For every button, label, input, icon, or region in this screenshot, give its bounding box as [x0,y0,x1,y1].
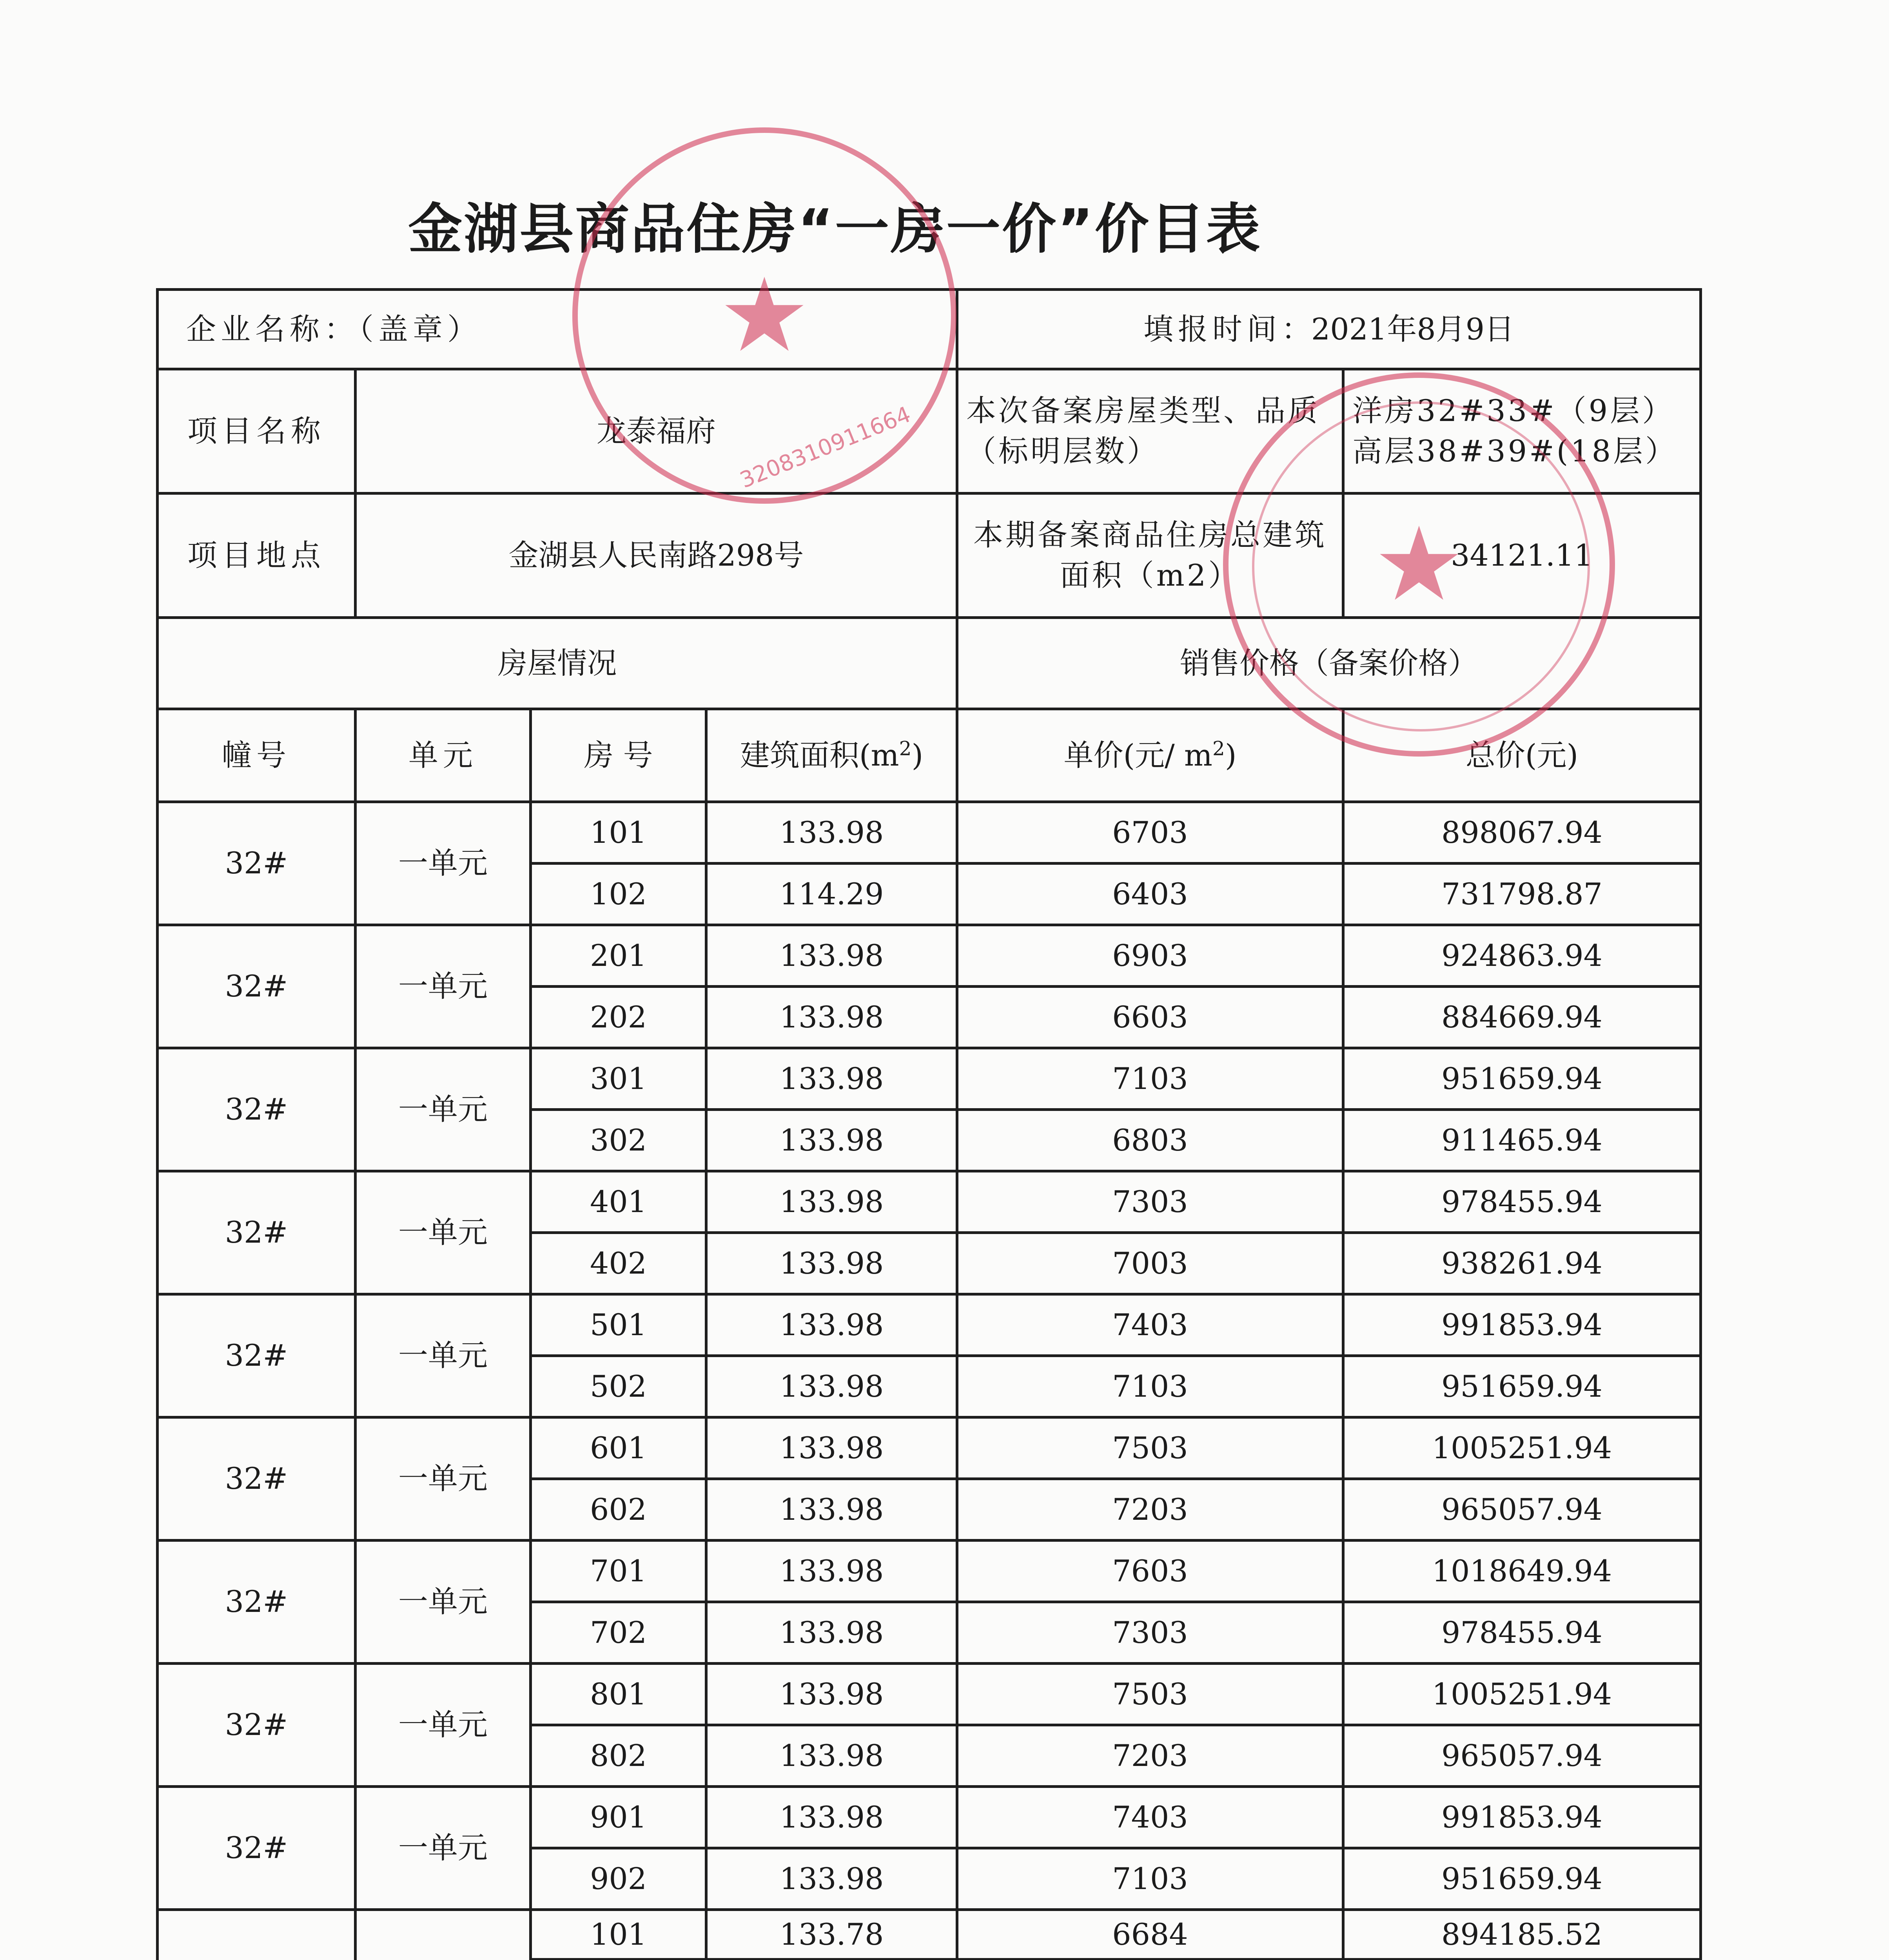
building-cell: 32# [158,1664,356,1787]
header-room: 房 号 [531,709,706,802]
room-cell: 101 [531,1910,706,1960]
room-cell: 802 [531,1725,706,1787]
total-price-cell: 1018649.94 [1343,1541,1701,1602]
address-label: 项目地点 [158,494,356,618]
company-label: 企业名称：（盖章） [158,290,957,369]
building-cell: 32# [158,1417,356,1541]
header-unit-price: 单价(元/ $m^2$) [957,709,1343,802]
area-cell: 133.98 [706,1787,957,1848]
room-cell: 202 [531,987,706,1048]
area-cell: 133.98 [706,1356,957,1417]
unit-cell: 一单元 [356,1417,531,1541]
project-name-label: 项目名称 [158,369,356,494]
seal-star-icon-2: ★ [1373,505,1465,624]
header-total: 总价(元) [1343,709,1701,802]
unit-price-cell: 6803 [957,1110,1343,1171]
table-row [158,925,1701,987]
seal-code: 3208310911664 [736,401,915,494]
building-cell: 32# [158,925,356,1048]
unit-price-cell: 6684 [957,1910,1343,1960]
building-cell [158,1910,356,1960]
area-cell: 133.98 [706,1417,957,1479]
project-type-line-2: 高层38#39#(18层） [1352,434,1678,468]
area-cell: 133.98 [706,1233,957,1294]
area-cell: 133.98 [706,1602,957,1664]
table-row [158,1417,1701,1479]
room-cell: 402 [531,1233,706,1294]
header-area: 建筑面积$(m^2)$ [706,709,957,802]
total-area-value: 34121.11 [1343,494,1701,618]
report-time-value: ：2021年8月9日 [1281,311,1515,347]
table-row [158,1664,1701,1725]
report-time [957,290,1701,369]
section-price: 销售价格（备案价格） [957,618,1701,709]
table-row [158,1787,1701,1848]
unit-price-cell: 6403 [957,864,1343,925]
unit-price-cell: 7203 [957,1725,1343,1787]
unit-price-cell: 7303 [957,1171,1343,1233]
table-row [158,1294,1701,1356]
room-cell: 901 [531,1787,706,1848]
table-row [158,802,1701,864]
area-cell: 133.98 [706,987,957,1048]
room-cell: 702 [531,1602,706,1664]
unit-price-cell: 6603 [957,987,1343,1048]
project-type [1343,369,1701,494]
table-row [158,1541,1701,1602]
unit-price-cell: 6903 [957,925,1343,987]
report-time-label: 填报时间 [1143,311,1281,347]
area-cell: 133.98 [706,1110,957,1171]
unit-cell: 一单元 [356,802,531,925]
unit-price-cell: 7403 [957,1294,1343,1356]
header-unit: 单元 [356,709,531,802]
total-price-cell: 894185.52 [1343,1910,1701,1960]
total-area-label: 本期备案商品住房总建筑面积（m2） [957,494,1343,618]
unit-price-cell: 7403 [957,1787,1343,1848]
building-cell: 32# [158,1787,356,1910]
total-price-cell: 951659.94 [1343,1356,1701,1417]
unit-cell: 一单元 [356,1294,531,1417]
room-cell: 501 [531,1294,706,1356]
unit-price-cell: 7103 [957,1356,1343,1417]
total-price-cell: 884669.94 [1343,987,1701,1048]
room-cell: 801 [531,1664,706,1725]
area-cell: 133.98 [706,1048,957,1110]
unit-price-cell: 7603 [957,1541,1343,1602]
building-cell: 32# [158,1294,356,1417]
unit-price-cell: 6703 [957,802,1343,864]
room-cell: 101 [531,802,706,864]
section-row [158,618,1701,709]
area-cell: 133.98 [706,1479,957,1541]
project-row [158,369,1701,494]
room-cell: 302 [531,1110,706,1171]
room-cell: 201 [531,925,706,987]
room-cell: 401 [531,1171,706,1233]
header-building: 幢号 [158,709,356,802]
room-cell: 902 [531,1848,706,1910]
project-name: 龙泰福府 [356,369,957,494]
price-table-body [158,290,1701,1960]
unit-cell: 一单元 [356,1048,531,1171]
unit-cell: 一单元 [356,925,531,1048]
unit-price-cell: 7103 [957,1048,1343,1110]
seal-star-icon: ★ [719,256,810,375]
total-price-cell: 1005251.94 [1343,1664,1701,1725]
company-row [158,290,1701,369]
page-title: 金湖县商品住房“一房一价”价目表 [408,198,1262,261]
area-cell: 133.98 [706,1848,957,1910]
room-cell: 602 [531,1479,706,1541]
unit-cell: 一单元 [356,1664,531,1787]
total-price-cell: 991853.94 [1343,1787,1701,1848]
total-price-cell: 965057.94 [1343,1725,1701,1787]
building-cell: 32# [158,802,356,925]
total-price-cell: 731798.87 [1343,864,1701,925]
total-price-cell: 951659.94 [1343,1048,1701,1110]
unit-price-cell: 7003 [957,1233,1343,1294]
unit-price-cell: 7503 [957,1417,1343,1479]
table-row [158,1910,1701,1960]
price-table [156,288,1702,1960]
header-row [158,709,1701,802]
total-price-cell: 991853.94 [1343,1294,1701,1356]
building-cell: 32# [158,1541,356,1664]
unit-cell: 一单元 [356,1541,531,1664]
area-cell: 133.98 [706,802,957,864]
unit-price-cell: 7303 [957,1602,1343,1664]
room-cell: 102 [531,864,706,925]
room-cell: 502 [531,1356,706,1417]
total-price-cell: 965057.94 [1343,1479,1701,1541]
project-type-line-1: 洋房32#33#（9层） [1352,393,1675,428]
unit-price-cell: 7503 [957,1664,1343,1725]
area-cell: 133.98 [706,1541,957,1602]
unit-cell: 一单元 [356,1171,531,1294]
room-cell: 701 [531,1541,706,1602]
table-row [158,1171,1701,1233]
unit-cell: 一单元 [356,1787,531,1910]
total-price-cell: 951659.94 [1343,1848,1701,1910]
building-cell: 32# [158,1048,356,1171]
total-price-cell: 938261.94 [1343,1233,1701,1294]
area-cell: 133.78 [706,1910,957,1960]
address-row [158,494,1701,618]
table-row [158,1048,1701,1110]
building-cell: 32# [158,1171,356,1294]
address-value: 金湖县人民南路298号 [356,494,957,618]
room-cell: 601 [531,1417,706,1479]
total-price-cell: 924863.94 [1343,925,1701,987]
room-cell: 301 [531,1048,706,1110]
unit-cell [356,1910,531,1960]
total-price-cell: 978455.94 [1343,1602,1701,1664]
area-cell: 133.98 [706,1664,957,1725]
area-cell: 133.98 [706,1294,957,1356]
total-price-cell: 898067.94 [1343,802,1701,864]
total-price-cell: 978455.94 [1343,1171,1701,1233]
unit-price-cell: 7203 [957,1479,1343,1541]
project-type-label: 本次备案房屋类型、品质（标明层数） [957,369,1343,494]
area-cell: 114.29 [706,864,957,925]
area-cell: 133.98 [706,1725,957,1787]
area-cell: 133.98 [706,1171,957,1233]
area-cell: 133.98 [706,925,957,987]
section-housing: 房屋情况 [158,618,957,709]
total-price-cell: 911465.94 [1343,1110,1701,1171]
total-price-cell: 1005251.94 [1343,1417,1701,1479]
unit-price-cell: 7103 [957,1848,1343,1910]
